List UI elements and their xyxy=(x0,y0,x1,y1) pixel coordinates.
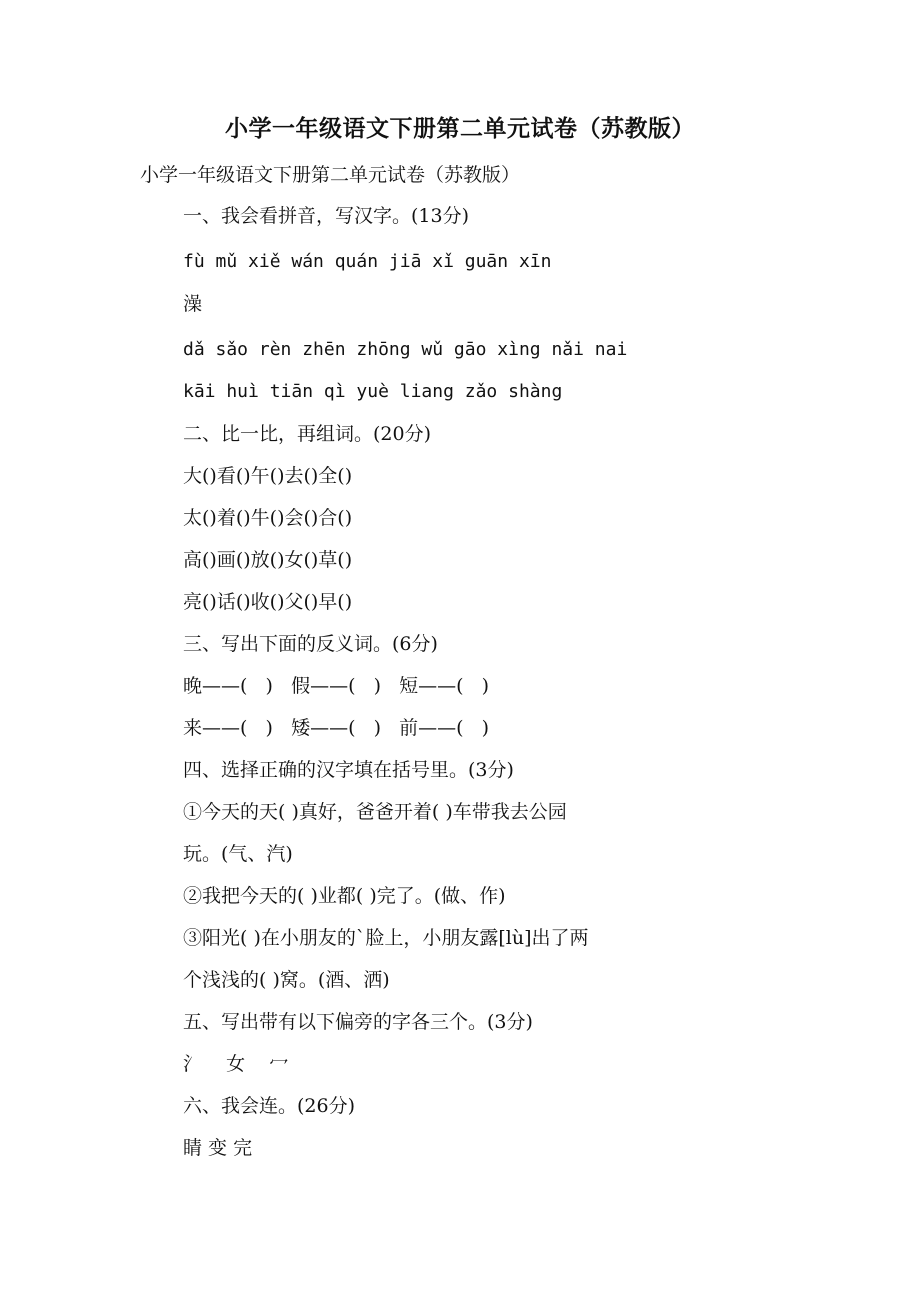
connect-row: 睛 变 完 xyxy=(183,1137,253,1159)
pinyin-row-3: kāi huì tiān qì yuè liang zǎo shàng xyxy=(183,381,563,402)
antonym-row: 来——( ) 矮——( ) 前——( ) xyxy=(183,717,490,739)
fill-sentence: ③阳光( )在小朋友的`脸上，小朋友露[lù]出了两 xyxy=(183,927,589,949)
compare-row: 高()画()放()女()草() xyxy=(183,549,353,571)
section-5-heading: 五、写出带有以下偏旁的字各三个。(3分) xyxy=(183,1011,533,1033)
fill-sentence: 个浅浅的( )窝。(酒、洒) xyxy=(183,969,390,991)
fill-sentence: ②我把今天的( )业都( )完了。(做、作) xyxy=(183,885,506,907)
section-1-heading: 一、我会看拼音，写汉字。(13分) xyxy=(183,205,470,227)
compare-row: 太()着()牛()会()合() xyxy=(183,507,353,529)
radicals-row: 氵 女 冖 xyxy=(183,1053,289,1075)
fill-sentence: ①今天的天( )真好，爸爸开着( )车带我去公园 xyxy=(183,801,567,823)
character-row: 澡 xyxy=(183,293,203,315)
section-3-heading: 三、写出下面的反义词。(6分) xyxy=(183,633,438,655)
pinyin-row-1: fù mǔ xiě wán quán jiā xǐ guān xīn xyxy=(183,251,552,272)
fill-sentence: 玩。(气、汽) xyxy=(183,843,293,865)
antonym-row: 晚——( ) 假——( ) 短——( ) xyxy=(183,675,490,697)
section-2-heading: 二、比一比，再组词。(20分) xyxy=(183,423,432,445)
compare-row: 大()看()午()去()全() xyxy=(183,465,353,487)
pinyin-row-2: dǎ sǎo rèn zhēn zhōng wǔ gāo xìng nǎi nai xyxy=(183,339,628,360)
document-title: 小学一年级语文下册第二单元试卷（苏教版） xyxy=(225,115,695,142)
compare-row: 亮()话()收()父()早() xyxy=(183,591,353,613)
section-4-heading: 四、选择正确的汉字填在括号里。(3分) xyxy=(183,759,514,781)
exam-content xyxy=(183,200,883,1174)
document-subtitle: 小学一年级语文下册第二单元试卷（苏教版） xyxy=(140,164,521,186)
section-6-heading: 六、我会连。(26分) xyxy=(183,1095,356,1117)
